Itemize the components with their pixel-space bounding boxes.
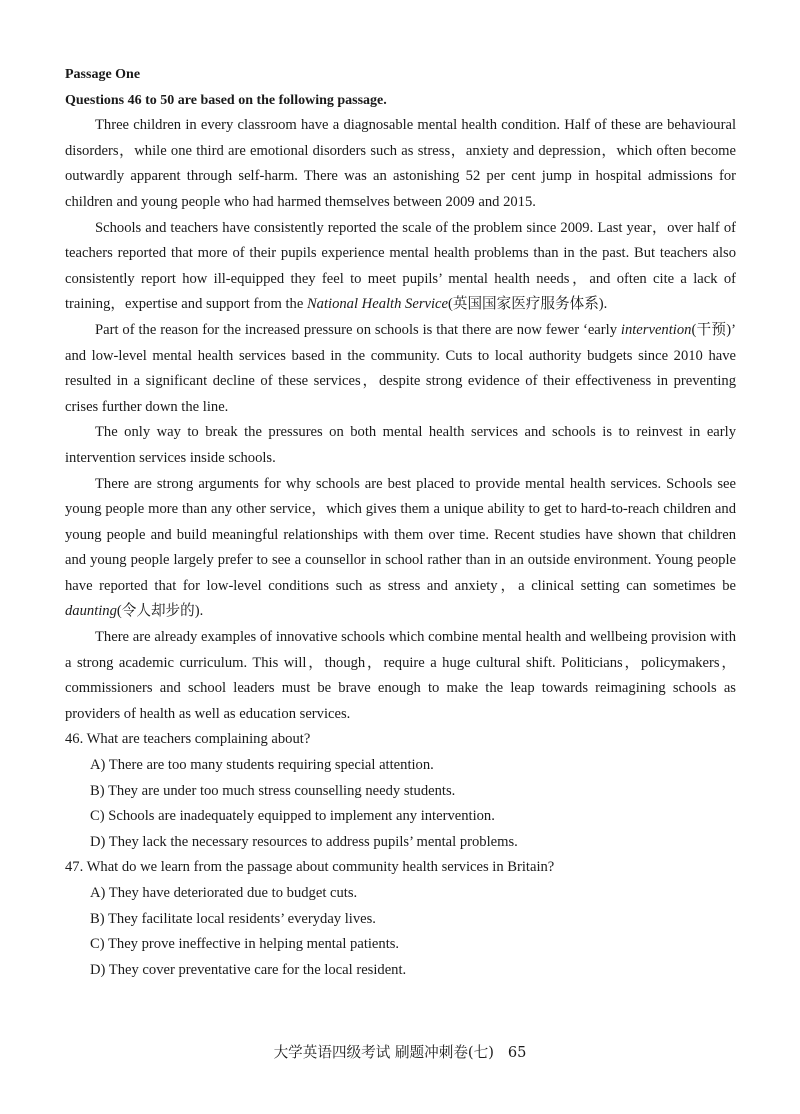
footer-title: 大学英语四级考试 刷题冲刺卷(七): [273, 1044, 494, 1061]
option-a[interactable]: A) There are too many students requiring special attention.: [90, 757, 434, 774]
option-c[interactable]: C) They prove ineffective in helping mental patients.: [90, 936, 400, 953]
paragraph-6-text: There are already examples of innovative schools which combine mental health and wellbeing provision with a strong academic curriculum. This will，though，require a huge cultural shift. Politicians，policymakers，commissioners and school leaders must be brave enough to make the leap towards reimagining schools as providers of health as well as education services.: [65, 629, 736, 722]
paragraph-2-gloss: (英国国家医疗服务体系).: [448, 296, 608, 313]
option-b[interactable]: B) They facilitate local residents’ everyday lives.: [90, 910, 376, 927]
document-page: [65, 62, 736, 983]
option-b[interactable]: B) They are under too much stress counselling needy students.: [90, 782, 456, 799]
page-number: 65: [507, 1044, 527, 1061]
option-d[interactable]: D) They cover preventative care for the local resident.: [90, 961, 407, 978]
paragraph-2: [65, 216, 736, 318]
question-47: [65, 855, 736, 983]
paragraph-2-text: Schools and teachers have consistently reported the scale of the problem since 2009. Last year，over half of teachers reported that more of their pupils experience mental health problems than in the past. But teachers also consistently report how ill-equipped they feel to meet pupils’ mental health needs，and often cite a lack of training，expertise and support from the: [65, 219, 736, 313]
option-c[interactable]: C) Schools are inadequately equipped to implement any intervention.: [90, 808, 495, 825]
paragraph-5-gloss: (令人却步的).: [116, 603, 204, 620]
page-footer: [0, 1041, 800, 1062]
paragraph-6: [65, 625, 736, 727]
paragraph-4: [65, 420, 736, 471]
question-stem: 47. What do we learn from the passage about community health services in Britain?: [65, 859, 555, 876]
paragraph-3: [65, 318, 736, 420]
paragraph-1-text: Three children in every classroom have a diagnosable mental health condition. Half of these are behavioural disorders，while one third are emotional disorders such as stress，anxiety and depression，which often become outwardly apparent through self-harm. There was an astonishing 52 per cent jump in hospital admissions for children and young people who had harmed themselves between 2009 and 2015.: [65, 117, 736, 210]
paragraph-5: [65, 472, 736, 626]
paragraph-5-term: daunting: [65, 603, 117, 620]
paragraph-3-rest: (干预)’ and low-level mental health services based in the community. Cuts to local authority budgets since 2010 have resulted in a significant decline of these services，despite strong evidence of their effectiveness in preventing crises further down the line.: [65, 321, 736, 415]
passage-title: Passage One: [65, 67, 141, 82]
option-a[interactable]: A) They have deteriorated due to budget cuts.: [90, 885, 358, 901]
paragraph-3-term: intervention: [620, 321, 692, 338]
question-stem: 46. What are teachers complaining about?: [65, 731, 311, 748]
question-46: [65, 727, 736, 855]
paragraph-1: [65, 113, 736, 215]
passage-instructions: Questions 46 to 50 are based on the following passage.: [65, 92, 387, 108]
paragraph-5-text: There are strong arguments for why schools are best placed to provide mental health services. Schools see young people more than any other service，which gives them a unique ability to get to hard-to-reach children and young people and build meaningful relationships with them over time. Recent studies have shown that children and young people largely prefer to see a counsellor in school rather than in an outside environment. Young people have reported that for low-level conditions such as stress and anxiety，a clinical setting can sometimes be: [65, 475, 736, 594]
paragraph-2-term: National Health Service: [306, 296, 448, 313]
paragraph-3-text: Part of the reason for the increased pressure on schools is that there are now fewer ‘early: [95, 321, 621, 338]
paragraph-4-text: The only way to break the pressures on both mental health services and schools is to reinvest in early intervention services inside schools.: [65, 424, 736, 466]
option-d[interactable]: D) They lack the necessary resources to address pupils’ mental problems.: [90, 833, 518, 850]
